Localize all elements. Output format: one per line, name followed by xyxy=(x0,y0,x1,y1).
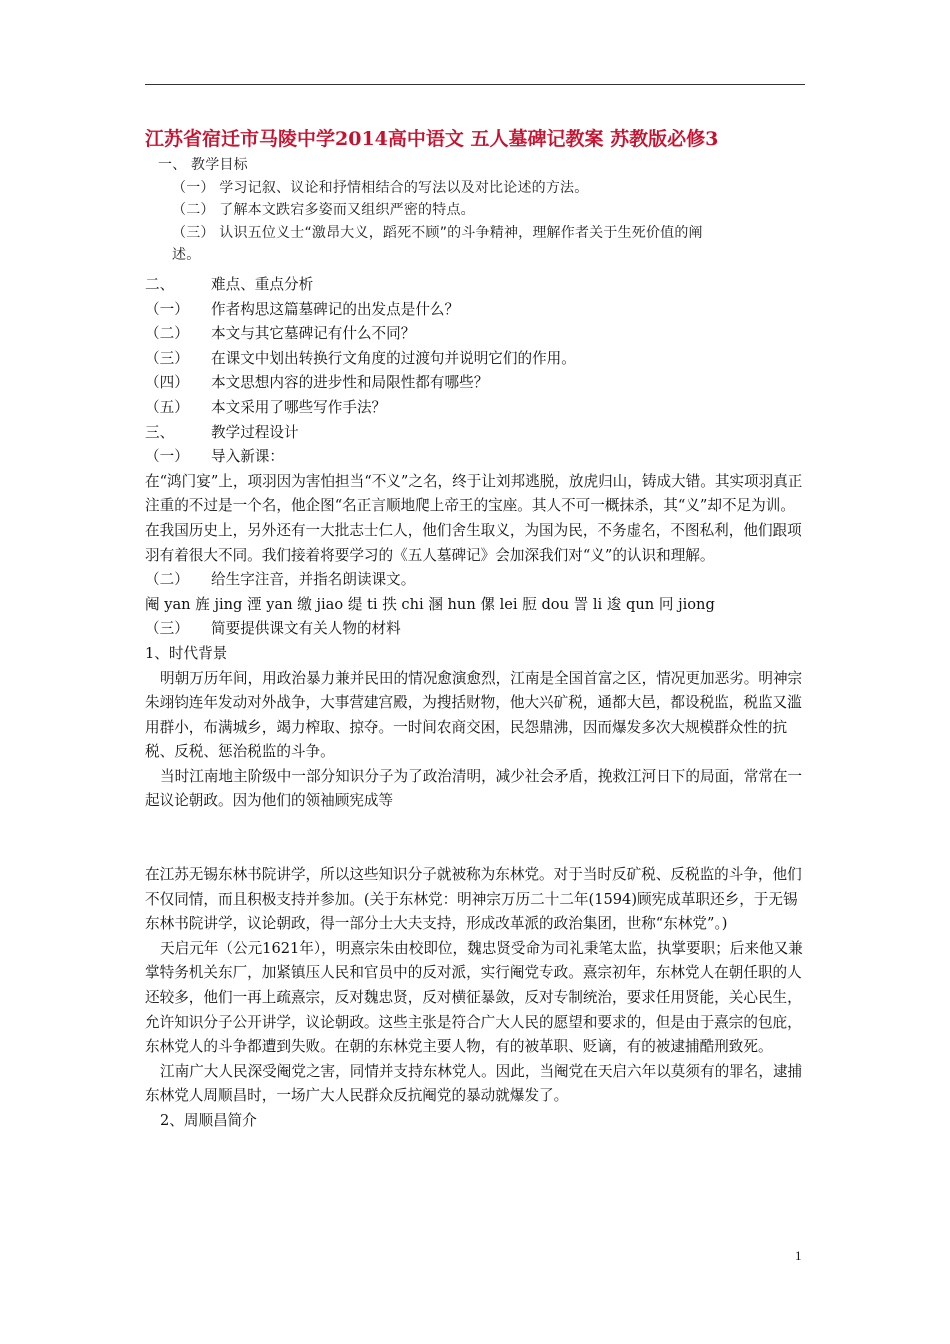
paragraph: 明朝万历年间，用政治暴力兼并民田的情况愈演愈烈，江南是全国首富之区，情况更加恶劣。明神宗朱翊钧连年发动对外战争，大事营建宫殿，为搜括财物，他大兴矿税，通都大邑，都设税监，税监又滥用群小，布满城乡，竭力榨取、掠夺。一时间农商交困，民怨鼎沸，因而爆发多次大规模群众性的抗税、反税、惩治税监的斗争。 xyxy=(145,669,803,761)
pinyin-line: 阉 yan 旌 jing 湮 yan 缴 jiao 缇 ti 抶 chi 溷 hun 傫 lei 脰 dou 詈 li 逡 qun 冋 jiong xyxy=(145,595,715,613)
document-title: 江苏省宿迁市马陵中学2014高中语文 五人墓碑记教案 苏教版必修3 xyxy=(145,128,719,150)
section-heading xyxy=(145,421,810,446)
list-item xyxy=(145,298,810,323)
step-text: 导入新课： xyxy=(211,448,284,466)
header-rule xyxy=(145,84,805,85)
paragraph: 江南广大人民深受阉党之害，同情并支持东林党人。因此，当阉党在天启六年以莫须有的罪名，逮捕东林党人周顺昌时，一场广大人民群众反抗阉党的暴动就爆发了。 xyxy=(145,1062,803,1105)
paragraph: 当时江南地主阶级中一部分知识分子为了政治清明，减少社会矛盾，挽救江河日下的局面，常常在一起议论朝政。因为他们的领袖顾宪成等 xyxy=(145,767,803,810)
objectives-heading: 一、 教学目标 xyxy=(158,157,248,173)
item-text: 本文与其它墓碑记有什么不同？ xyxy=(211,325,416,343)
item-text: 在课文中划出转换行文角度的过渡句并说明它们的作用。 xyxy=(211,349,576,367)
objective-line: （二） 了解本文跌宕多姿而又组织严密的特点。 xyxy=(172,202,475,218)
paragraph: 天启元年（公元1621年），明熹宗朱由校即位，魏忠贤受命为司礼秉笔太监，执掌要职；后来他又兼掌特务机关东厂，加紧镇压人民和官员中的反对派，实行阉党专政。熹宗初年，东林党人在朝任职的人还较多，他们一再上疏熹宗，反对魏忠贤，反对横征暴敛，反对专制统治，要求任用贤能，关心民生，允许知识分子公开讲学，议论朝政。这些主张是符合广大人民的愿望和要求的，但是由于熹宗的包庇，东林党人的斗争都遭到失败。在朝的东林党主要人物，有的被革职、贬谪，有的被逮捕酷刑致死。 xyxy=(145,939,803,1056)
objective-line: （一） 学习记叙、议论和抒情相结合的写法以及对比论述的方法。 xyxy=(172,179,589,196)
item-number: （五） xyxy=(145,398,189,416)
section-number: 二、 xyxy=(145,276,175,293)
item-number: （三） xyxy=(145,349,189,367)
step-text: 简要提供课文有关人物的材料 xyxy=(211,620,401,638)
page-number: 1 xyxy=(795,1248,802,1263)
objectives-section xyxy=(158,154,758,267)
item-number: （一） xyxy=(145,300,189,318)
step-number: （一） xyxy=(145,448,189,466)
document-body xyxy=(145,273,810,1134)
paragraph: 在江苏无锡东林书院讲学，所以这些知识分子就被称为东林党。对于当时反矿税、反税监的斗争，他们不仅同情，而且积极支持并参加。(关于东林党：明神宗万历二十二年(1594)顾宪成革职还乡，于无锡东林书院讲学，议论朝政，得一部分士大夫支持，形成改革派的政治集团，世称“东林党”。) xyxy=(145,866,802,933)
objective-line: 述。 xyxy=(172,247,201,263)
section-title: 难点、重点分析 xyxy=(211,276,314,293)
subheading: 1、时代背景 xyxy=(145,644,228,662)
spacer xyxy=(145,814,810,863)
step-number: （二） xyxy=(145,571,189,589)
objective-line: （三） 认识五位义士“激昂大义，蹈死不顾”的斗争精神，理解作者关于生死价值的阐 xyxy=(172,224,703,241)
paragraph: 在我国历史上，另外还有一大批志士仁人，他们舍生取义，为国为民，不务虚名，不图私利，他们跟项羽有着很大不同。我们接着将要学习的《五人墓碑记》会加深我们对“义”的认识和理解。 xyxy=(145,521,802,564)
item-number: （四） xyxy=(145,374,189,392)
list-item xyxy=(145,396,810,421)
item-text: 作者构思这篇墓碑记的出发点是什么？ xyxy=(211,300,460,318)
item-number: （二） xyxy=(145,325,189,343)
list-item xyxy=(145,322,810,347)
step-heading xyxy=(145,617,810,642)
step-number: （三） xyxy=(145,620,189,638)
step-heading xyxy=(145,568,810,593)
list-item xyxy=(145,371,810,396)
section-number: 三、 xyxy=(145,423,175,441)
step-heading xyxy=(145,445,810,470)
step-text: 给生字注音，并指名朗读课文。 xyxy=(211,571,416,589)
paragraph: 在“鸿门宴”上，项羽因为害怕担当“不义”之名，终于让刘邦逃脱，放虎归山，铸成大错。其实项羽真正注重的不过是一个名，他企图“名正言顺地爬上帝王的宝座。其人不可一概抹杀，其“义”却不足为训。 xyxy=(145,472,803,515)
section-title: 教学过程设计 xyxy=(211,423,299,441)
section-heading xyxy=(145,273,810,298)
item-text: 本文思想内容的进步性和局限性都有哪些？ xyxy=(211,374,489,392)
subheading: 2、周顺昌简介 xyxy=(160,1112,257,1129)
list-item xyxy=(145,347,810,372)
item-text: 本文采用了哪些写作手法？ xyxy=(211,398,387,416)
